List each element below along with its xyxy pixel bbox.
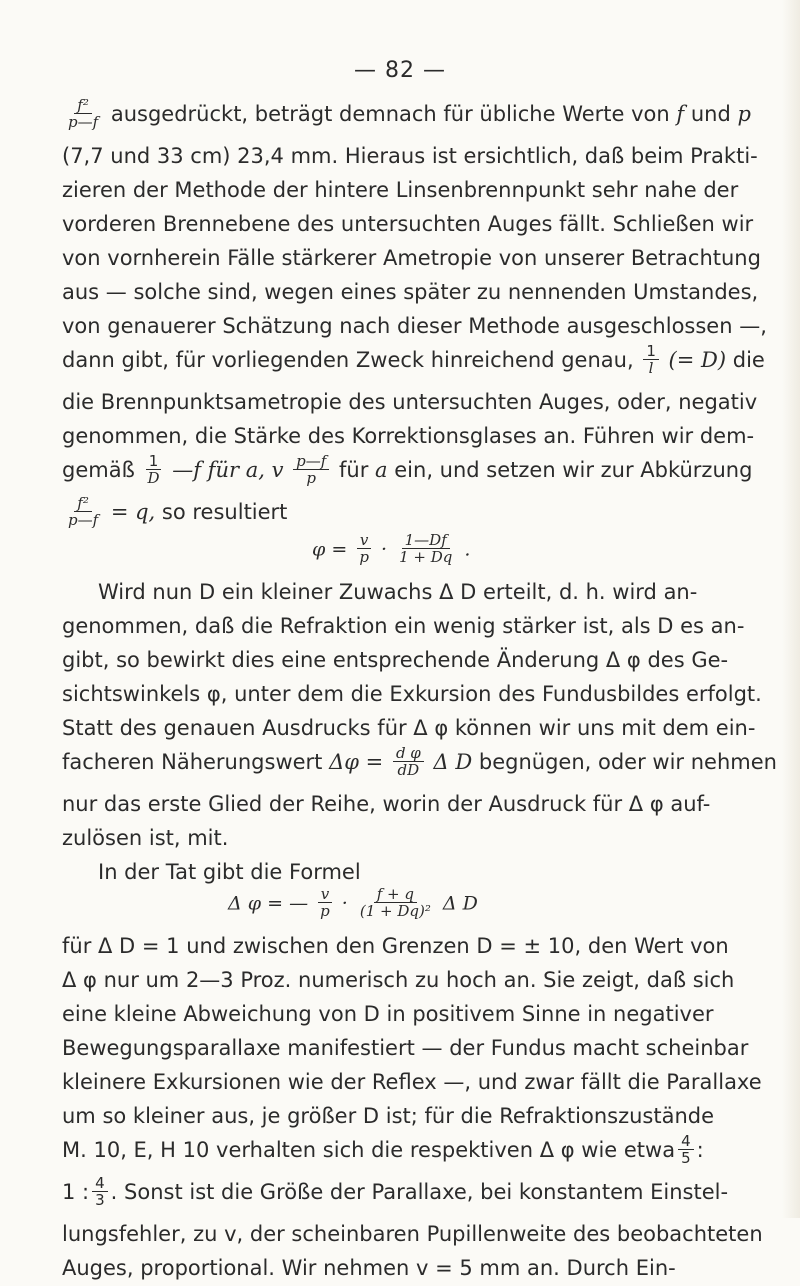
text-line-25: Bewegungsparallaxe manifestiert — der Fundus macht scheinbar	[62, 1036, 749, 1060]
text-line-27: um so kleiner aus, je größer D ist; für die Refraktionszustände	[62, 1104, 715, 1128]
text-line-13: Wird nun D ein kleiner Zuwachs Δ D erteilt, d. h. wird an-	[98, 580, 698, 604]
text-line-1: $\frac{\text{f²}}{p—f}$ ausgedrückt, beträgt demnach für übliche Werte von f und p	[62, 96, 757, 132]
text-line-11: gemäß $\frac{1}{D}$ —f für a, v $\frac{p—f}{p}$ für a ein, und setzen wir zur Abkürzung	[62, 451, 753, 487]
fraction-4-over-3: $\frac{4}{3}$	[92, 1175, 108, 1208]
text-line-31: Auges, proportional. Wir nehmen v = 5 mm an. Durch Ein-	[62, 1256, 676, 1280]
text-line-7: von genauerer Schätzung nach dieser Methode ausgeschlossen —,	[62, 314, 767, 338]
text-line-5: von vornherein Fälle stärkerer Ametropie von unserer Betrachtung	[62, 246, 761, 270]
text-line-21: In der Tat gibt die Formel	[98, 860, 361, 884]
fraction-4-over-5: $\frac{4}{5}$	[678, 1133, 694, 1166]
text-line-18: facheren Näherungswert Δφ = $\frac{\text{d φ}}{dD}$ Δ D begnügen, oder wir nehmen	[62, 743, 777, 779]
text-line-15: gibt, so bewirkt dies eine entsprechende Änderung Δ φ des Ge-	[62, 648, 729, 672]
text-line-30: lungsfehler, zu v, der scheinbaren Pupillenweite des beobachteten	[62, 1222, 763, 1246]
text-line-14: genommen, daß die Refraktion ein wenig stärker ist, als D es an-	[62, 614, 745, 638]
text-line-9: die Brennpunktsametropie des untersuchten Auges, oder, negativ	[62, 390, 758, 414]
text-line-10: genommen, die Stärke des Korrektionsglases an. Führen wir dem-	[62, 424, 755, 448]
fraction-f2-over-p-minus-f: $\frac{\text{f²}}{p—f}$	[68, 95, 99, 131]
formula-delta-phi: Δ φ = — $\frac{v}{p}$ · $\frac{f + q}{\text{(1 + Dq)²}}$ Δ D	[228, 885, 478, 920]
text-line-20: zulösen ist, mit.	[62, 826, 229, 850]
text-line-26: kleinere Exkursionen wie der Reflex —, und zwar fällt die Parallaxe	[62, 1070, 762, 1094]
fraction-p-minus-f-over-p: $\frac{p—f}{p}$	[293, 453, 329, 486]
text-line-17: Statt des genauen Ausdrucks für Δ φ können wir uns mit dem ein-	[62, 716, 756, 740]
formula-phi: φ = $\frac{v}{p}$ · $\frac{1—Df}{1 + Dq}$ .	[312, 531, 471, 566]
text-line-6: aus — solche sind, wegen eines später zu nennenden Umstandes,	[62, 280, 759, 304]
fraction-1-over-l: $\frac{1}{l}$	[643, 343, 659, 376]
text-line-3: zieren der Methode der hintere Linsenbrennpunkt sehr nahe der	[62, 178, 739, 202]
text-line-4: vorderen Brennebene des untersuchten Auges fällt. Schließen wir	[62, 212, 754, 236]
text-line-8: dann gibt, für vorliegenden Zweck hinreichend genau, $\frac{1}{l}$ (= D) die	[62, 341, 765, 377]
fraction-1-over-D: $\frac{1}{D}$	[147, 451, 160, 487]
text-line-24: eine kleine Abweichung von D in positivem Sinne in negativer	[62, 1002, 714, 1026]
text-line-28: M. 10, E, H 10 verhalten sich die respektiven Δ φ wie etwa $\frac{4}{5}$ :	[62, 1131, 704, 1167]
text-line-12: $\frac{\text{f²}}{p—f}$ = q, so resultiert	[62, 494, 757, 530]
text-line-23: Δ φ nur um 2—3 Proz. numerisch zu hoch an. Sie zeigt, daß sich	[62, 968, 735, 992]
fraction-f2-over-p-minus-f-q: $\frac{\text{f²}}{p—f}$	[68, 493, 99, 529]
page-edge	[782, 0, 800, 1218]
text-line-2: (7,7 und 33 cm) 23,4 mm. Hieraus ist ersichtlich, daß beim Prakti-	[62, 144, 758, 168]
fraction-dphi-over-dD: $\frac{\text{d φ}}{dD}$	[393, 745, 424, 778]
text-line-19: nur das erste Glied der Reihe, worin der Ausdruck für Δ φ auf-	[62, 792, 711, 816]
text-line-29: 1 : $\frac{4}{3}$ . Sonst ist die Größe der Parallaxe, bei konstantem Einstel-	[62, 1173, 729, 1209]
text-line-22: für Δ D = 1 und zwischen den Grenzen D = ± 10, den Wert von	[62, 934, 729, 958]
page-number: — 82 —	[354, 58, 446, 83]
text-line-16: sichtswinkels φ, unter dem die Exkursion des Fundusbildes erfolgt.	[62, 682, 762, 706]
